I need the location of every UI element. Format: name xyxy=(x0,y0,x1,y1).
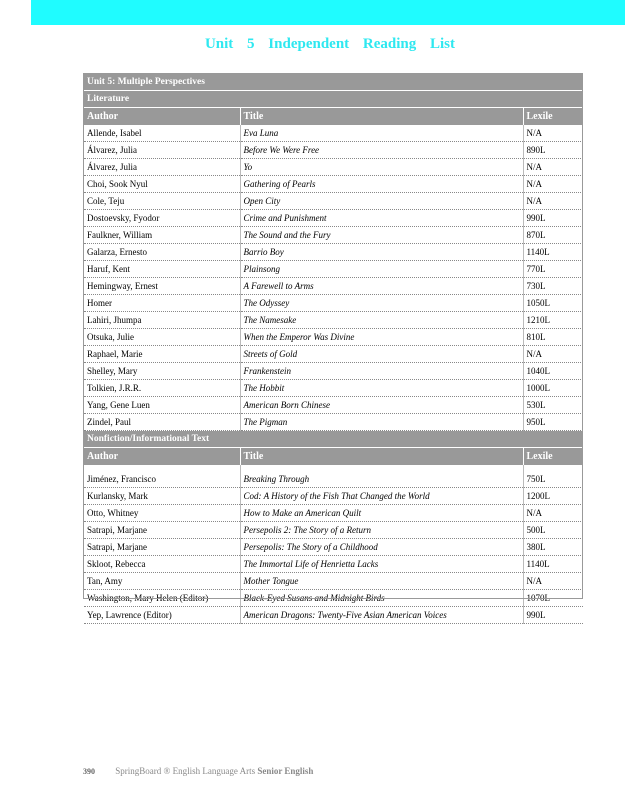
top-color-band xyxy=(31,0,625,25)
title-cell: The Odyssey xyxy=(240,295,523,312)
column-header-lexile: Lexile xyxy=(523,448,583,466)
author-cell: Satrapi, Marjane xyxy=(84,522,240,539)
lexile-cell: N/A xyxy=(523,193,583,210)
author-cell: Yep, Lawrence (Editor) xyxy=(84,607,240,624)
table-row xyxy=(84,505,583,522)
author-cell: Galarza, Ernesto xyxy=(84,244,240,261)
title-cell: Before We Were Free xyxy=(240,142,523,159)
author-cell: Álvarez, Julia xyxy=(84,142,240,159)
author-cell: Álvarez, Julia xyxy=(84,159,240,176)
page-number: 390 xyxy=(83,767,95,776)
lexile-cell: 870L xyxy=(523,227,583,244)
title-cell: Streets of Gold xyxy=(240,346,523,363)
column-header-lexile: Lexile xyxy=(523,108,583,126)
author-cell: Faulkner, William xyxy=(84,227,240,244)
table-row xyxy=(84,556,583,573)
lexile-cell: 1200L xyxy=(523,488,583,505)
table-row xyxy=(84,125,583,142)
title-cell: Frankenstein xyxy=(240,363,523,380)
table-row xyxy=(84,590,583,607)
section-heading-row xyxy=(84,431,583,448)
table-row xyxy=(84,380,583,397)
lexile-cell: 1070L xyxy=(523,590,583,607)
title-cell: A Farewell to Arms xyxy=(240,278,523,295)
title-cell: The Pigman xyxy=(240,414,523,431)
lexile-cell: 990L xyxy=(523,607,583,624)
author-cell: Yang, Gene Luen xyxy=(84,397,240,414)
title-cell: Gathering of Pearls xyxy=(240,176,523,193)
author-cell: Kurlansky, Mark xyxy=(84,488,240,505)
lexile-cell: N/A xyxy=(523,159,583,176)
title-cell: Black-Eyed Susans and Midnight Birds xyxy=(240,590,523,607)
author-cell: Dostoevsky, Fyodor xyxy=(84,210,240,227)
table-row xyxy=(84,397,583,414)
author-cell: Jiménez, Francisco xyxy=(84,471,240,488)
title-cell: How to Make an American Quilt xyxy=(240,505,523,522)
author-cell: Allende, Isabel xyxy=(84,125,240,142)
table-row xyxy=(84,522,583,539)
table-row xyxy=(84,363,583,380)
lexile-cell: 530L xyxy=(523,397,583,414)
reading-list-table xyxy=(84,74,583,624)
author-cell: Washington, Mary Helen (Editor) xyxy=(84,590,240,607)
title-cell: The Namesake xyxy=(240,312,523,329)
lexile-cell: N/A xyxy=(523,176,583,193)
table-row xyxy=(84,227,583,244)
lexile-cell: 990L xyxy=(523,210,583,227)
column-header-author: Author xyxy=(84,108,240,126)
lexile-cell: 380L xyxy=(523,539,583,556)
table-row xyxy=(84,193,583,210)
section-heading-row xyxy=(84,91,583,108)
title-cell: Mother Tongue xyxy=(240,573,523,590)
lexile-cell: 890L xyxy=(523,142,583,159)
author-cell: Hemingway, Ernest xyxy=(84,278,240,295)
author-cell: Tolkien, J.R.R. xyxy=(84,380,240,397)
table-row xyxy=(84,176,583,193)
table-row xyxy=(84,539,583,556)
title-cell: American Dragons: Twenty-Five Asian American Voices xyxy=(240,607,523,624)
page-title: Unit 5 Independent Reading List xyxy=(204,36,456,52)
title-cell: When the Emperor Was Divine xyxy=(240,329,523,346)
author-cell: Satrapi, Marjane xyxy=(84,539,240,556)
author-cell: Homer xyxy=(84,295,240,312)
course-name: Senior English xyxy=(257,766,314,776)
column-header-row xyxy=(84,108,583,126)
author-cell: Shelley, Mary xyxy=(84,363,240,380)
table-row xyxy=(84,471,583,488)
title-cell: The Immortal Life of Henrietta Lacks xyxy=(240,556,523,573)
table-row xyxy=(84,414,583,431)
title-cell: Crime and Punishment xyxy=(240,210,523,227)
author-cell: Lahiri, Jhumpa xyxy=(84,312,240,329)
author-cell: Cole, Teju xyxy=(84,193,240,210)
unit-header: Unit 5: Multiple Perspectives xyxy=(84,74,583,91)
lexile-cell: 500L xyxy=(523,522,583,539)
table-row xyxy=(84,142,583,159)
column-header-title: Title xyxy=(240,108,523,126)
lexile-cell: N/A xyxy=(523,505,583,522)
title-cell: Cod: A History of the Fish That Changed the World xyxy=(240,488,523,505)
page-footer xyxy=(83,766,313,776)
lexile-cell: 810L xyxy=(523,329,583,346)
lexile-cell: 750L xyxy=(523,471,583,488)
lexile-cell: N/A xyxy=(523,125,583,142)
author-cell: Skloot, Rebecca xyxy=(84,556,240,573)
table-row xyxy=(84,312,583,329)
title-cell: Breaking Through xyxy=(240,471,523,488)
table-row xyxy=(84,329,583,346)
title-cell: American Born Chinese xyxy=(240,397,523,414)
lexile-cell: 1040L xyxy=(523,363,583,380)
table-row xyxy=(84,488,583,505)
table-row xyxy=(84,607,583,624)
table-row xyxy=(84,210,583,227)
title-cell: Eva Luna xyxy=(240,125,523,142)
lexile-cell: 1000L xyxy=(523,380,583,397)
publisher-line: SpringBoard ® English Language Arts xyxy=(115,766,256,776)
section-heading: Literature xyxy=(84,91,583,108)
author-cell: Raphael, Marie xyxy=(84,346,240,363)
author-cell: Choi, Sook Nyul xyxy=(84,176,240,193)
title-cell: Persepolis: The Story of a Childhood xyxy=(240,539,523,556)
title-cell: Persepolis 2: The Story of a Return xyxy=(240,522,523,539)
column-header-row xyxy=(84,448,583,466)
title-cell: Open City xyxy=(240,193,523,210)
table-row xyxy=(84,159,583,176)
author-cell: Tan, Amy xyxy=(84,573,240,590)
author-cell: Haruf, Kent xyxy=(84,261,240,278)
title-cell: Plainsong xyxy=(240,261,523,278)
lexile-cell: 1050L xyxy=(523,295,583,312)
column-header-title: Title xyxy=(240,448,523,466)
table-row xyxy=(84,278,583,295)
title-cell: Barrio Boy xyxy=(240,244,523,261)
lexile-cell: 1140L xyxy=(523,244,583,261)
title-cell: The Sound and the Fury xyxy=(240,227,523,244)
table-row xyxy=(84,261,583,278)
title-cell: The Hobbit xyxy=(240,380,523,397)
lexile-cell: N/A xyxy=(523,346,583,363)
lexile-cell: 1140L xyxy=(523,556,583,573)
lexile-cell: N/A xyxy=(523,573,583,590)
table-row xyxy=(84,573,583,590)
author-cell: Zindel, Paul xyxy=(84,414,240,431)
title-cell: Yo xyxy=(240,159,523,176)
lexile-cell: 950L xyxy=(523,414,583,431)
column-header-author: Author xyxy=(84,448,240,466)
lexile-cell: 1210L xyxy=(523,312,583,329)
author-cell: Otto, Whitney xyxy=(84,505,240,522)
table-row xyxy=(84,295,583,312)
unit-header-row xyxy=(84,74,583,91)
author-cell: Otsuka, Julie xyxy=(84,329,240,346)
table-row xyxy=(84,346,583,363)
section-heading: Nonfiction/Informational Text xyxy=(84,431,583,448)
lexile-cell: 770L xyxy=(523,261,583,278)
table-row xyxy=(84,244,583,261)
lexile-cell: 730L xyxy=(523,278,583,295)
